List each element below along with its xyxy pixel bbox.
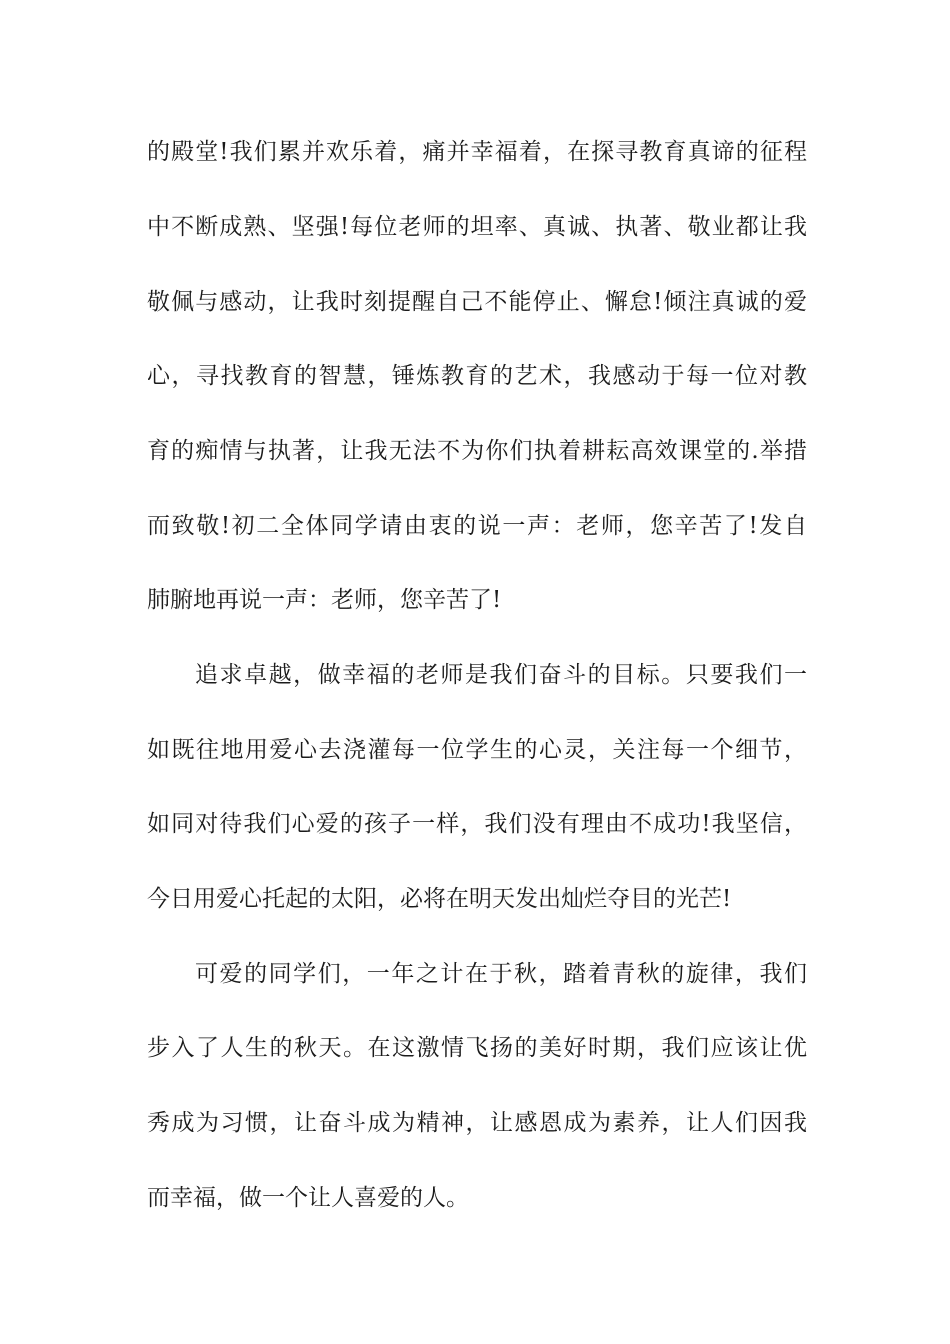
- text-line: 如既往地用爱心去浇灌每一位学生的心灵，关注每一个细节，: [147, 737, 807, 763]
- text-line: 育的痴情与执著，让我无法不为你们执着耕耘高效课堂的.举措: [147, 438, 807, 464]
- text-line: 而幸福，做一个让人喜爱的人。: [147, 1185, 469, 1211]
- text-line: 敬佩与感动，让我时刻提醒自己不能停止、懈怠!倾注真诚的爱: [147, 289, 807, 315]
- text-line: 的殿堂!我们累并欢乐着，痛并幸福着，在探寻教育真谛的征程: [147, 139, 807, 165]
- text-line: 中不断成熟、坚强!每位老师的坦率、真诚、执著、敬业都让我: [147, 214, 807, 240]
- paragraph-first-line: 可爱的同学们，一年之计在于秋，踏着青秋的旋律，我们: [195, 961, 807, 987]
- text-line: 而致敬!初二全体同学请由衷的说一声：老师，您辛苦了!发自: [147, 513, 807, 539]
- text-line: 步入了人生的秋天。在这激情飞扬的美好时期，我们应该让优: [147, 1035, 807, 1061]
- paragraph-first-line: 追求卓越，做幸福的老师是我们奋斗的目标。只要我们一: [195, 662, 807, 688]
- text-line: 如同对待我们心爱的孩子一样，我们没有理由不成功!我坚信，: [147, 811, 807, 837]
- text-line: 今日用爱心托起的太阳，必将在明天发出灿烂夺目的光芒!: [147, 886, 732, 912]
- text-line: 肺腑地再说一声：老师，您辛苦了!: [147, 587, 502, 613]
- text-line: 秀成为习惯，让奋斗成为精神，让感恩成为素养，让人们因我: [147, 1110, 807, 1136]
- text-line: 心，寻找教育的智慧，锤炼教育的艺术，我感动于每一位对教: [147, 363, 807, 389]
